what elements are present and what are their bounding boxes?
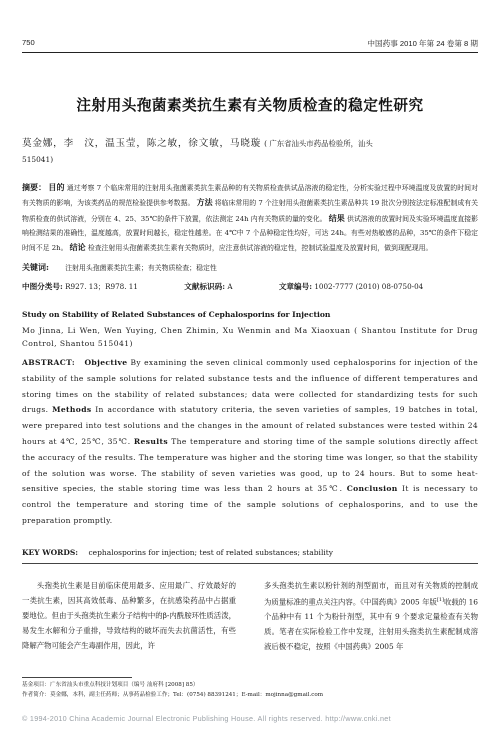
author-affiliation-cont: 515041): [22, 155, 54, 164]
header-rule: [22, 52, 478, 53]
page-number: 750: [22, 38, 35, 47]
en-conclusion-text: It is necessary to control the temperature and storing time of the sample solutions of cephalosporins, and to use the preparation promptly.: [22, 484, 479, 525]
results-label: 结果: [328, 212, 345, 223]
results-text: 供试溶液的放置时间及实验环境温度直接影响检测结果的准确性，温度越高，放置时间越长，稳定性越差。在 4℃中 7 个品种稳定性均好，可达 24h。有些对热敏感的品种，35℃的条件下稳定时间不足 2h。: [22, 214, 479, 253]
abstract-cn: [22, 180, 478, 255]
doc-code-label: 文献标识码:: [184, 282, 226, 291]
footnote-author: 作者简介：莫金娜，本科，副主任药师；从事药品检验工作；Tel：(0754) 88391241；E-mail：mojinna@gmail.com: [22, 692, 324, 698]
conclusion-text: 检查注射用头孢菌素类抗生素有关物质时，应注意供试溶液的稳定性，控制试验温度及放置时间，做到现配现用。: [87, 244, 433, 253]
body-column-right: [264, 578, 478, 654]
en-objective-label: Objective: [84, 358, 128, 367]
objective-text: 通过考察 7 个临床常用的注射用头孢菌素类抗生素品种的有关物质检查供试品溶液的稳定性，分析实验过程中环境温度及放置的时间对有关物质的影响，为该类药品的规范检验提供参考数据。: [22, 184, 479, 208]
footnote-rule: [22, 677, 132, 678]
body-column-left: 头孢类抗生素是目前临床使用最多、应用最广、疗效最好的一类抗生素，因其高效低毒、品种繁多，在抗感染药品中占据重要地位。但由于头孢类抗生素分子结构中的β-内酰胺环性质活泼，易发生水解和分子重排，导致结构的破坏而失去抗菌活性，有些降解产物可能会产生毒副作用，因此，许: [22, 581, 236, 650]
body-right-part2: 收载的 16 个品种中有 11 个为粉针剂型，其中有 9 个要求定量检查有关物质。笔者在实际检验工作中发现，注射用头孢类抗生素配制成溶液后极不稳定，按照《中国药典》2005 年: [264, 597, 478, 652]
conclusion-label: 结论: [69, 242, 86, 253]
en-conclusion-label: Conclusion: [346, 484, 398, 494]
en-methods-text: In accordance with statutory criteria, the seven varieties of samples, 19 batches in total, were prepared into test solutions and the changes in the amount of related substances were tested within 24 hours at 4℃, 25℃, 35℃.: [22, 405, 479, 446]
journal-issue: 中国药事 2010 年第 24 卷第 8 期: [367, 39, 478, 48]
en-abstract-label: ABSTRACT:: [22, 358, 76, 367]
en-keywords-label: KEY WORDS:: [22, 548, 79, 557]
english-keywords: [22, 548, 478, 557]
keywords-cn: [22, 262, 478, 273]
article-title: 注射用头孢菌素类抗生素有关物质检查的稳定性研究: [76, 97, 424, 114]
classification-line: [22, 281, 478, 292]
abstract-rule: [22, 563, 478, 564]
clc-label: 中图分类号:: [22, 282, 63, 291]
en-keywords-text: cephalosporins for injection; test of related substances; stability: [88, 548, 333, 557]
author-block: [22, 136, 478, 168]
methods-text: 将临床常用的 7 个注射用头孢菌素类抗生素品种共 19 批次分别按法定标准配制成有关物质检查的供试溶液，分别在 4、25、35℃的条件下放置，依法测定 24h 内有关物质的量的变化。: [22, 199, 478, 223]
clc-value: R927. 13；R978. 11: [65, 282, 138, 291]
methods-label: 方法: [196, 197, 213, 208]
article-id-value: 1002-7777 (2010) 08-0750-04: [314, 282, 424, 291]
running-header: [22, 38, 478, 52]
body-right-part1: 多头孢类抗生素以粉针剂的剂型面市，而且对有关物质的控制成为质量标准的重点关注内容。《中国药典》2005 年版: [264, 581, 478, 607]
keywords-text: 注射用头孢菌素类抗生素；有关物质检查；稳定性: [65, 264, 217, 272]
en-methods-label: Methods: [52, 405, 92, 415]
copyright-watermark: © 1994-2010 China Academic Journal Electronic Publishing House. All rights reserved. http://www.cnki.net: [22, 714, 391, 723]
en-objective-text: By examining the seven clinical commonly used cephalosporins for injection of the stability of the sample solutions for related substance tests and the influence of different temperatures and storing times on the stability of related substances; data were collected for standardizing tests for such drugs.: [22, 358, 479, 415]
doc-code-value: A: [227, 282, 233, 291]
article-id-label: 文章编号:: [278, 282, 313, 291]
en-results-text: The temperature and storing time of the sample solutions directly affect the accuracy of the results. The temperature was higher and the storing time was longer, so that the stability of the solution was worse. The stability of seven varieties was good, up to 24 hours. But to some heat-sensitive species, the stable storing time was less than 2 hours at 35℃.: [22, 436, 479, 494]
author-affiliation: ( 广东省汕头市药品检验所，汕头: [264, 139, 373, 148]
author-names: 莫金娜，李 汶，温玉莹，陈之敏，徐文敏，马晓璇: [22, 138, 262, 149]
english-abstract: [22, 355, 478, 529]
abstract-label: 摘要：: [22, 182, 47, 192]
english-title: Study on Stability of Related Substances of Cephalosporins for Injection: [22, 310, 331, 319]
keywords-label: 关键词:: [22, 262, 49, 272]
reference-mark: [1]: [436, 597, 444, 603]
objective-label: 目的: [48, 182, 65, 192]
footnote-fund: 基金项目：广东省汕头市重点科技计划项目（编号 汕府科 [2008] 85）: [22, 682, 199, 688]
english-authors: Mo Jinna, Li Wen, Wen Yuying, Chen Zhimin, Xu Wenmin and Ma Xiaoxuan ( Shantou Institute for Drug Control, Shantou 515041): [22, 326, 478, 348]
en-results-label: Results: [133, 436, 168, 446]
